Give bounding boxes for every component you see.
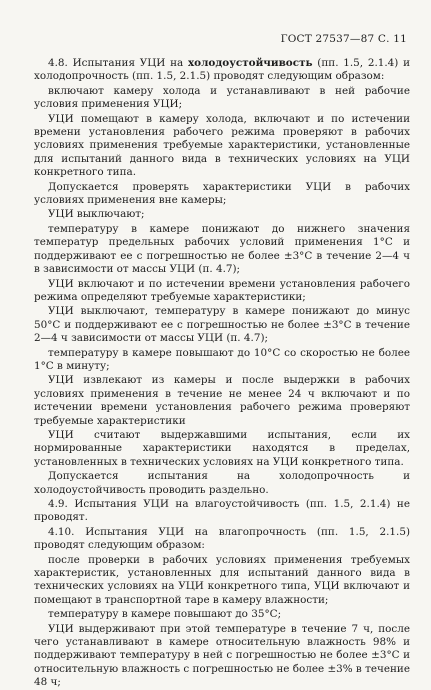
paragraph: после проверки в рабочих условиях применения требуемых характеристик, установленных для испытаний данного вида в технических условиях на УЦИ конкретного типа, УЦИ включают и помещают в транспортной таре в камеру влажности; bbox=[34, 553, 410, 606]
paragraph: УЦИ выключают, температуру в камере понижают до минус 50°С и поддерживают ее с погрешностью не более ±3°С в течение 2—4 ч зависимости от массы УЦИ (п. 4.7); bbox=[34, 305, 410, 345]
emphasis-cold-resistance: холодоустойчивость bbox=[187, 57, 313, 69]
paragraph-4-8-lead: 4.8. Испытания УЦИ на bbox=[48, 57, 188, 69]
paragraph: Допускается проверять характеристики УЦИ в рабочих условиях применения вне камеры; bbox=[34, 180, 410, 207]
paragraph-4-8-rest: (пп. 1.5, 2.1.4) и холодопрочность (пп. 1.5, 2.1.5) проводят следующим образом: bbox=[34, 57, 410, 83]
paragraph: УЦИ считают выдержавшими испытания, если их нормированные характеристики находятся в пределах, установленных в технических условиях на УЦИ конкретного типа. bbox=[34, 428, 410, 468]
paragraph: УЦИ включают и по истечении времени установления рабочего режима определяют требуемые характеристики; bbox=[34, 277, 410, 303]
paragraph: температуру в камере повышают до 35°С; bbox=[48, 608, 282, 621]
paragraph: УЦИ извлекают из камеры и после выдержки в рабочих условиях применения в течение не менее 24 ч включают и по истечении времени установления рабочего режима проверяют требуемые характеристики bbox=[34, 374, 410, 427]
paragraph: включают камеру холода и устанавливают в ней рабочие условия применения УЦИ; bbox=[34, 84, 410, 111]
paragraph-4-8 bbox=[34, 57, 410, 84]
paragraph: температуру в камере понижают до нижнего значения температур предельных рабочих условий применения 1°С и поддерживают ее с погрешностью не более ±3°С в течение 2—4 ч в зависимости от массы УЦИ (п. 4.7); bbox=[34, 222, 410, 276]
page-header: ГОСТ 27537—87 С. 11 bbox=[280, 33, 407, 45]
paragraph-4-9: 4.9. Испытания УЦИ на влагоустойчивость (пп. 1.5, 2.1.4) не проводят. bbox=[34, 498, 410, 524]
paragraph: температуру в камере повышают до 10°С со скоростью не более 1°С в минуту; bbox=[34, 346, 410, 372]
paragraph: УЦИ выдерживают при этой температуре в течение 7 ч, после чего устанавливают в камере относительную влажность 98% и поддерживают температуру в ней с погрешностью не более ±3°С и относительную влажность с погрешностью не более ±3% в течение 48 ч; bbox=[34, 622, 411, 689]
document-body bbox=[34, 57, 410, 690]
paragraph: Допускается испытания на холодопрочность и холодоустойчивость проводить раздельно. bbox=[34, 470, 410, 496]
paragraph: УЦИ выключают; bbox=[48, 208, 145, 221]
paragraph: УЦИ помещают в камеру холода, включают и по истечении времени установления рабочего режима проверяют в рабочих условиях применения требуемые характеристики, установленные для испытаний данного вида в технических условиях на УЦИ конкретного типа. bbox=[34, 112, 410, 179]
paragraph-4-10: 4.10. Испытания УЦИ на влагопрочность (пп. 1.5, 2.1.5) проводят следующим образом: bbox=[34, 525, 410, 552]
